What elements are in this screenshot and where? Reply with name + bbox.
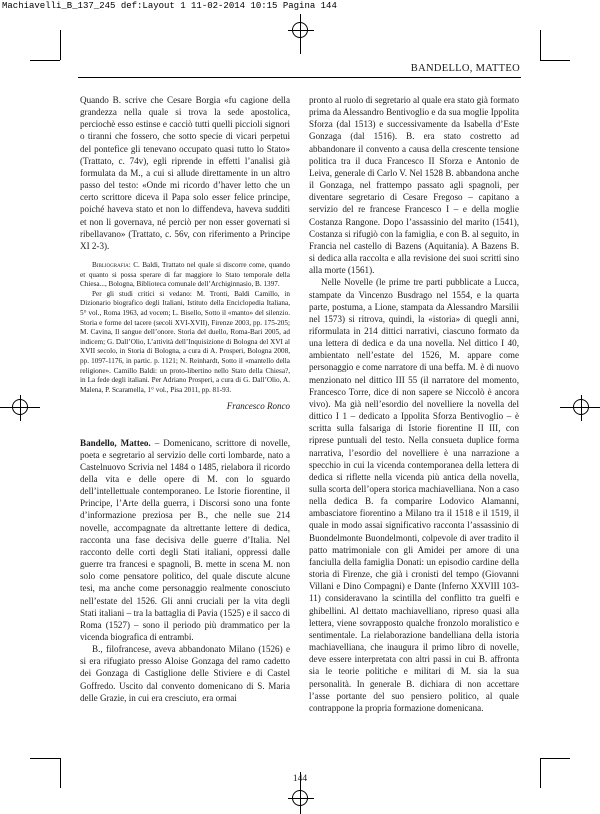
registration-mark-bottom [292,790,308,806]
trim-mark-tl-h [30,60,60,61]
entry-text: – Domenicano, scrittore di novelle, poeta e segretario al servizio delle corti lombarde, nato a Castelnuovo Scrivia nel 1484 o 1485, rielabora il ricordo della vita e delle opere di M. con lo sguardo dell’intellettuale contemporaneo. Le Istorie fiorentine, il Principe, l’Arte della guerra, i Discorsi sono una fonte d’informazione preziosa per B., che nelle sue 214 novelle, accompagnate da altrettante lettere di dedica, racconta una fase decisiva delle guerre d’Italia. Nel racconto delle corti degli Stati italiani, oppressi dalle guerre tra francesi e spagnoli, B. mette in scena M. non solo come pensatore politico, del quale discute alcune tesi, ma anche come personaggio realmente conosciuto nell’estate del 1526. Gli anni cruciali per la vita degli Stati italiani – tra la battaglia di Pavia (1525) e il sacco di Roma (1527) – sono il periodo più drammatico per la vicenda biografica di entrambi. [80,437,290,642]
registration-mark-top [292,22,308,38]
entry-author: Francesco Ronco [226,401,290,412]
trim-mark-tl-v [60,30,61,60]
entry-headword: Bandello, Matteo. [80,437,151,448]
paragraph: Quando B. scrive che Cesare Borgia «fu cagione della grandezza nella quale si trova la sede apostolica, perciochè esso estinse e cacciò tutti quelli piccioli signori o tiranni che fossero, che sotto specie di vicari perpetui del pontefice gli tenevano occupato quasi tutto lo Stato» (Trattato, c. 74v), egli riprende in effetti l’analisi già formulata da M., a cui si allude direttamente in un altro passo del testo: «Onde mi ricordo d’haver letto che un certo scrittore diceva il Papa solo esser felice principe, poiché haveva stato et non lo diffendeva, haveva sudditi et non li governava, né perciò per non esser governati si ribellavano» (Trattato, c. 56v, con riferimento a Principe XI 2-3). [80,95,290,251]
left-column [80,94,290,704]
trim-mark-tr-v [540,30,541,60]
print-slug: Machiavelli_B_137_245 def:Layout 1 11-02-2014 10:15 Pagina 144 [2,1,337,11]
registration-mark-left [12,399,28,415]
registration-mark-right [573,399,589,415]
bibliography [80,261,290,290]
paragraph: pronto al ruolo di segretario al quale era stato già formato prima da Alessandro Bentivoglio e da sua moglie Ippolita Sforza (dal 1513) e successivamente da Isabella d’Este Gonzaga (dal 1516). B. era stato costretto ad abbandonare il convento a causa della crescente tensione politica tra il duca Francesco II Sforza e Antonio de Leiva, generale di Carlo V. Nel 1528 B. abbandona anche il Gonzaga, nel frattempo passato agli spagnoli, per diventare segretario di Cesare Fregoso – capitano a servizio del re francese Francesco I – e della moglie Costanza Rangone. Dopo l’assassinio del marito (1541), Costanza si rifugiò con la famiglia, e con B. al seguito, in Francia nel castello di Bazens (Aquitania). A Bazens B. si dedica alla raccolta e alla revisione dei suoi scritti sino alla morte (1561). [309,95,519,276]
bibliography-label: Bibliografia: [92,261,131,270]
trim-mark-br-h [540,758,570,759]
entry-paragraph [80,437,290,644]
running-head: BANDELLO, MATTEO [410,63,520,74]
bibliography-studies: Per gli studi critici si vedano: M. Tronti, Baldi Camillo, in Dizionario biografico degli Italiani, Istituto della Enciclopedia Italiana, 5° vol., Roma 1963, ad vocem; L. Bisello, Sotto il «manto» del silenzio. Storia e forme del tacere (secoli XVI-XVII), Firenze 2003, pp. 175-205; M. Cavina, Il sangue dell’onore. Storia del duello, Roma-Bari 2005, ad indicem; G. Dall’Olio, L’attività dell’Inquisizione di Bologna del XVI al XVII secolo, in Storia di Bologna, a cura di A. Prosperi, Bologna 2008, pp. 1097-1176, in partic. p. 1121; N. Reinhardt, Sotto il «mantello della religione». Camillo Baldi: un proto-libertino nello Stato della Chiesa?, in La fede degli italiani. Per Adriano Prosperi, a cura di G. Dall’Olio, A. Malena, P. Scaramella, 1° vol., Pisa 2011, pp. 81-93. [80,289,290,394]
right-column [309,94,519,714]
trim-mark-tr-h [540,60,570,61]
bibliography-primary: C. Baldi, Trattato nel quale si discorre come, quando et quanto si possa sperare di far maggiore lo Stato temporale della Chiesa..., Bologna, Biblioteca comunale dell’Archiginnasio, B. 1397. [80,261,291,289]
page-number: 144 [292,774,308,784]
running-head-rule [78,77,521,78]
trim-mark-bl-h [30,758,60,759]
paragraph: Nelle Novelle (le prime tre parti pubblicate a Lucca, stampate da Vincenzo Busdrago nel 1554, e la quarta parte, postuma, a Lione, stampata da Alessandro Marsilii nel 1573) si ritrova, quindi, la «istoria» di quegli anni, riformulata in 214 dittici narrativi, ciascuno formato da una lettera di dedica e da una novella. Nel dittico I 40, ambientato nell’estate del 1526, M. appare come personaggio e come narratore di una beffa. M. è di nuovo menzionato nel dittico III 55 (il narratore del momento, Francesco Torre, dice di non sapere se Niccolò è ancora vivo). Ma già nell’esordio del novelliere la novella del dittico I 1 – dedicato a Ippolita Sforza Bentivoglio – è scritta sulla falsariga di Istorie fiorentine II III, con riprese puntuali del testo. Nella consueta duplice forma narrativa, l’esordio del novelliere è una narrazione a specchio in cui la vicenda contemporanea della lettera di dedica si riflette nella vicenda più antica della novella, sulla scorta dell’opera storica machiavelliana. Non a caso nella dedica B. fa comparire Lodovico Alamanni, ambasciatore fiorentino a Milano tra il 1518 e il 1519, il quale in modo assai significativo racconta l’assassinio di Buondelmonte Buondelmonti, colpevole di aver tradito il patto matrimoniale con gli Amidei per amore di una fanciulla della famiglia Donati: un episodio cardine della storia di Firenze, che già i cronisti del tempo (Giovanni Villani e Dino Compagni) e Dante (Inferno XXVIII 103-11) consideravano la scintilla del conflitto tra guelfi e ghibellini. Al dettato machiavelliano, ripreso quasi alla lettera, viene sovrapposto qualche fronzolo moralistico e sentimentale. La rielaborazione bandelliana della istoria machiavelliana, che inaugura il primo libro di novelle, deve essere interpretata con altri passi in cui B. affronta sia le teorie politiche e militari di M. sia la sua personalità. In generale B. dichiara di non accettare l’asse portante del suo pensiero politico, al quale contrappone la propria formazione domenicana. [309,277,519,713]
paragraph: B., filofrancese, aveva abbandonato Milano (1526) e si era rifugiato presso Aloise Gonzaga del ramo cadetto dei Gonzaga di Castiglione delle Stiviere e di Castel Goffredo. Uscito dal convento domenicano di S. Maria delle Grazie, in cui era cresciuto, era ormai [80,644,290,703]
